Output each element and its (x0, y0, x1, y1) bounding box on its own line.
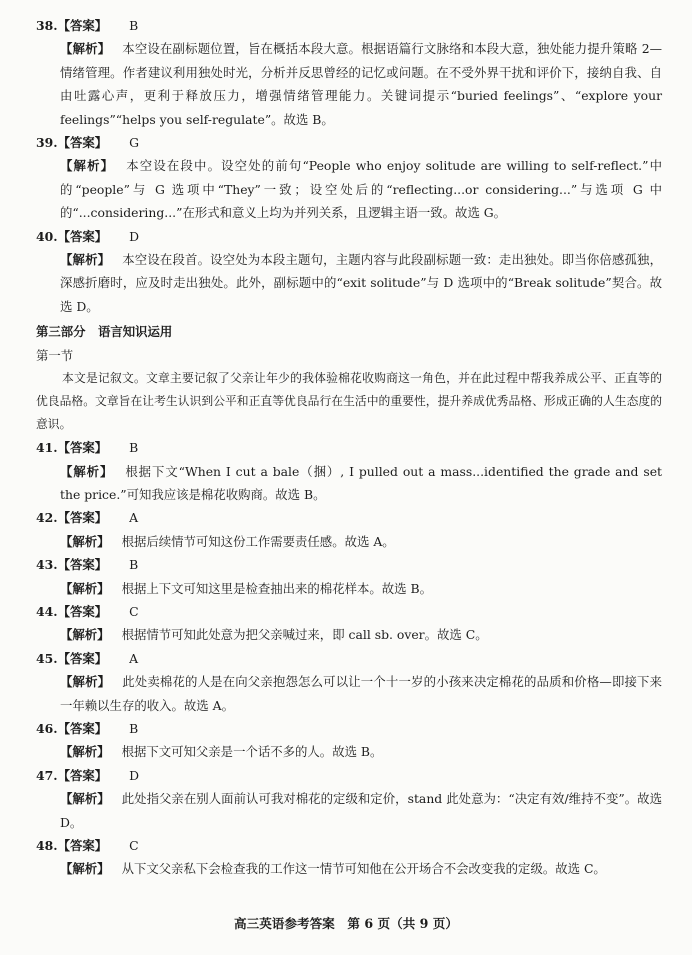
question-number: 39. (36, 135, 58, 151)
analysis-tag: 【解析】 (60, 861, 110, 877)
question-47 (36, 764, 662, 834)
question-number: 40. (36, 228, 58, 244)
question-39 (36, 131, 662, 225)
analysis-text: 根据下文“When I cut a bale（捆）, I pulled out a mass...identified the grade and set the price.”可知我应该是棉花收购商。故选 B。 (60, 463, 663, 502)
question-43 (36, 553, 662, 600)
analysis-tag: 【解析】 (60, 791, 110, 807)
question-number: 46. (36, 720, 58, 736)
question-40 (36, 225, 662, 319)
passage-intro: 本文是记叙文。文章主要记叙了父亲让年少的我体验棉花收购商这一角色，并在此过程中帮我养成公平、正直等的优良品格。文章旨在让考生认识到公平和正直等优良品行在生活中的重要性，提升养成优秀品格、形成正确的人生态度的意识。 (36, 371, 662, 432)
answer-letter: C (129, 603, 139, 619)
analysis-tag: 【解析】 (60, 580, 110, 596)
analysis-text: 此处指父亲在别人面前认可我对棉花的定级和定价，stand 此处意为：“决定有效/维持不变”。故选 D。 (60, 791, 662, 830)
answer-tag: 【答案】 (57, 720, 108, 736)
answer-tag: 【答案】 (57, 440, 108, 456)
analysis-text: 根据下文可知父亲是一个话不多的人。故选 B。 (121, 744, 383, 760)
answer-tag: 【答案】 (57, 603, 108, 619)
analysis-tag: 【解析】 (60, 252, 111, 268)
answer-letter: A (129, 650, 139, 666)
question-number: 41. (36, 440, 58, 456)
answer-letter: B (129, 557, 139, 573)
answer-tag: 【答案】 (57, 18, 108, 33)
section-title: 第三部分 语言知识运用 (36, 324, 173, 340)
question-number: 42. (36, 510, 58, 526)
analysis-tag: 【解析】 (60, 158, 115, 174)
analysis-text: 根据情节可知此处意为把父亲喊过来，即 call sb. over。故选 C。 (121, 627, 488, 643)
analysis-tag: 【解析】 (60, 744, 110, 760)
question-48 (36, 834, 662, 881)
question-45 (36, 647, 662, 717)
answer-letter: B (129, 720, 139, 736)
question-38 (36, 14, 662, 131)
analysis-tag: 【解析】 (60, 674, 111, 690)
answer-letter: G (129, 135, 140, 151)
analysis-text: 本空设在段中。设空处的前句“People who enjoy solitude are willing to self-reflect.”中的“people”与 G 选项中“They”一致；设空处后的“reflecting...or considering...”与选项 G 中的“...considering...”在形式和意义上均为并列关系，且逻辑主语一致。故选 G。 (60, 158, 662, 221)
subsection-title: 第一节 (36, 347, 74, 363)
answer-tag: 【答案】 (57, 557, 108, 573)
answer-letter: B (129, 18, 139, 33)
answer-tag: 【答案】 (57, 228, 108, 244)
analysis-text: 根据后续情节可知这份工作需要责任感。故选 A。 (121, 533, 395, 549)
question-46 (36, 717, 662, 764)
question-number: 47. (36, 767, 58, 783)
question-number: 44. (36, 603, 58, 619)
question-44 (36, 600, 662, 647)
analysis-text: 本空设在段首。设空处为本段主题句，主题内容与此段副标题一致：走出独处。即当你倍感孤独，深感折磨时，应及时走出独处。此外，副标题中的“exit solitude”与 D 选项中的“Break solitude”契合。故选 D。 (60, 252, 663, 314)
question-number: 48. (36, 838, 58, 853)
answer-tag: 【答案】 (57, 838, 108, 853)
analysis-tag: 【解析】 (60, 463, 114, 479)
answer-letter: D (129, 228, 140, 244)
question-number: 38. (36, 18, 58, 33)
question-number: 45. (36, 650, 58, 666)
answer-letter: C (129, 838, 139, 853)
question-number: 43. (36, 557, 58, 573)
page-footer: 高三英语参考答案 第 6 页（共 9 页） (234, 915, 458, 931)
answer-letter: D (129, 767, 140, 783)
analysis-tag: 【解析】 (60, 627, 110, 643)
answer-tag: 【答案】 (57, 650, 108, 666)
answer-tag: 【答案】 (57, 767, 108, 783)
analysis-text: 根据上下文可知这里是检查抽出来的棉花样本。故选 B。 (121, 580, 432, 596)
answer-letter: A (129, 510, 139, 526)
answer-tag: 【答案】 (57, 510, 108, 526)
analysis-tag: 【解析】 (60, 41, 111, 57)
analysis-tag: 【解析】 (60, 533, 110, 549)
answer-tag: 【答案】 (57, 135, 108, 151)
analysis-text: 从下文父亲私下会检查我的工作这一情节可知他在公开场合不会改变我的定级。故选 C。 (121, 861, 606, 877)
question-41 (36, 436, 662, 506)
analysis-text: 本空设在副标题位置，旨在概括本段大意。根据语篇行文脉络和本段大意，独处能力提升策略 2—情绪管理。作者建议利用独处时光，分析并反思曾经的记忆或问题。在不受外界干扰和评价下，接纳自我、自由吐露心声，更利于释放压力，增强情绪管理能力。关键词提示“buried feelings”、“explore your feelings”“helps you self-regulate”。故选 B。 (60, 41, 662, 127)
analysis-text: 此处卖棉花的人是在向父亲抱怨怎么可以让一个十一岁的小孩来决定棉花的品质和价格—即接下来一年赖以生存的收入。故选 A。 (60, 674, 663, 713)
question-42 (36, 506, 662, 553)
answer-letter: B (129, 440, 139, 456)
